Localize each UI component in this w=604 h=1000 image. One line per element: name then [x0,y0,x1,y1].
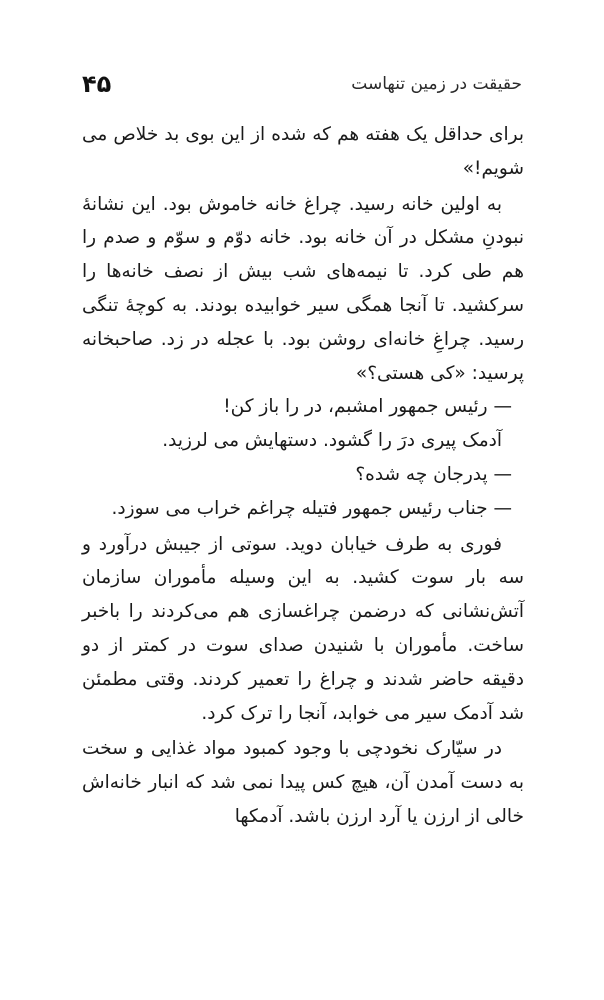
paragraph: فوری به طرف خیابان دوید. سوتی از جیبش درآورد و سه بار سوت کشید. به این وسیله مأموران سازمان آتش‌نشانی که درضمن چراغسازی هم می‌کردند را باخبر ساخت. مأموران با شنیدن صدای سوت در کمتر از دو دقیقه حاضر شدند و چراغ را تعمیر کردند. وقتی مطمئن شد آدمک سیر می خوابد، آنجا را ترک کرد. [82,533,524,724]
paragraph: برای حداقل یک هفته هم که شده از این بوی بد خلاص می شویم!» [82,124,524,179]
paragraph: در سیّارک نخودچی با وجود کمبود مواد غذایی و سخت به دست آمدن آن، هیچ کس پیدا نمی شد که انبار خانه‌اش خالی از ارزن یا آرد ارزن باشد. آدمکها [82,738,524,827]
page-header [82,70,522,106]
paragraph: به اولین خانه رسید. چراغ خانه خاموش بود. این نشانۀ نبودنِ مشکل در آن خانه بود. خانه دوّم و سوّم و صدم را هم طی کرد. تا نیمه‌های شب بیش از نصف خانه‌ها را سرکشید. تا آنجا همگی سیر خوابیده بودند. به کوچۀ تنگی رسید. چراغِ خانه‌ای روشن بود. با عجله در زد. صاحبخانه پرسید: «کی هستی؟» [82,193,524,384]
dialogue-line: — رئیس جمهور امشبم، در را باز کن! [223,396,512,418]
paragraph: آدمک پیری درَ را گشود. دستهایش می لرزید. [162,430,502,452]
running-title: حقیقت در زمین تنهاست [351,74,522,94]
page-number: ۴۵ [82,70,112,98]
dialogue-line: — جناب رئیس جمهور فتیله چراغم خراب می سوزد. [111,497,512,519]
body-text [82,118,524,834]
dialogue-line: — پدرجان چه شده؟ [355,463,512,485]
